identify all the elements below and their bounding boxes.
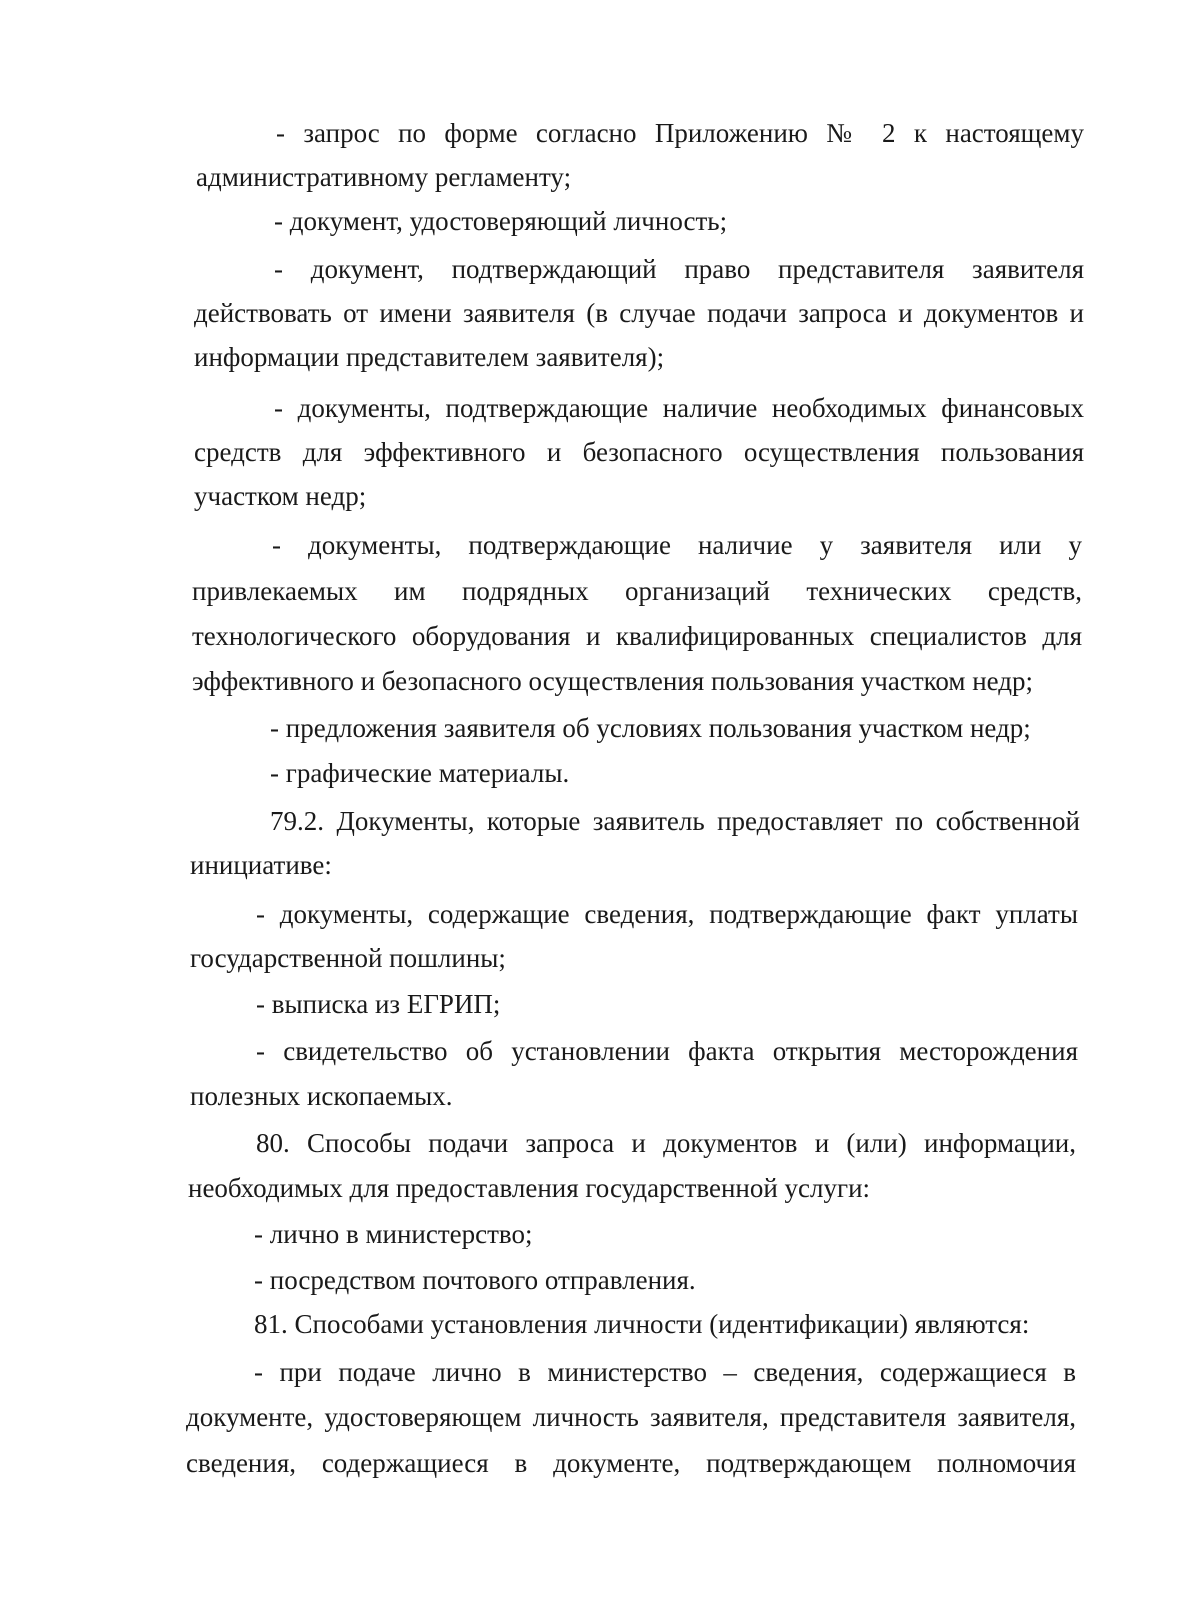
- text-line: - запрос по форме согласно Приложению № 2 к настоящему: [276, 118, 1084, 148]
- text-line: 81. Способами установления личности (идентификации) являются:: [254, 1309, 1030, 1339]
- text-line: - свидетельство об установлении факта открытия месторождения: [256, 1036, 1078, 1066]
- text-line: - документ, удостоверяющий личность;: [274, 206, 728, 236]
- text-line: - лично в министерство;: [254, 1219, 533, 1249]
- text-line: полезных ископаемых.: [190, 1081, 453, 1111]
- text-line: - документы, подтверждающие наличие у заявителя или у: [272, 530, 1082, 560]
- text-line: - выписка из ЕГРИП;: [256, 989, 501, 1019]
- text-line: документе, удостоверяющем личность заявителя, представителя заявителя,: [186, 1402, 1076, 1432]
- text-line: необходимых для предоставления государственной услуги:: [188, 1173, 871, 1203]
- text-line: действовать от имени заявителя (в случае подачи запроса и документов и: [194, 298, 1084, 328]
- text-line: эффективного и безопасного осуществления пользования участком недр;: [192, 666, 1034, 696]
- text-line: сведения, содержащиеся в документе, подтверждающем полномочия: [186, 1448, 1076, 1478]
- text-line: - документы, подтверждающие наличие необходимых финансовых: [274, 393, 1084, 423]
- text-line: - графические материалы.: [270, 758, 570, 788]
- text-line: участком недр;: [194, 481, 367, 511]
- text-line: инициативе:: [190, 850, 332, 880]
- text-line: технологического оборудования и квалифицированных специалистов для: [192, 621, 1082, 651]
- text-line: административному регламенту;: [196, 162, 572, 192]
- text-line: государственной пошлины;: [190, 943, 506, 973]
- text-line: средств для эффективного и безопасного осуществления пользования: [194, 437, 1084, 467]
- text-line: информации представителем заявителя);: [194, 342, 665, 372]
- text-line: 80. Способы подачи запроса и документов и (или) информации,: [256, 1128, 1076, 1158]
- text-line: привлекаемых им подрядных организаций технических средств,: [192, 576, 1082, 606]
- text-line: - при подаче лично в министерство – сведения, содержащиеся в: [254, 1357, 1076, 1387]
- text-line: - документ, подтверждающий право представителя заявителя: [274, 254, 1084, 284]
- text-line: - предложения заявителя об условиях пользования участком недр;: [270, 713, 1031, 743]
- text-line: 79.2. Документы, которые заявитель предоставляет по собственной: [270, 806, 1080, 836]
- text-line: - посредством почтового отправления.: [254, 1265, 696, 1295]
- text-line: - документы, содержащие сведения, подтверждающие факт уплаты: [256, 899, 1078, 929]
